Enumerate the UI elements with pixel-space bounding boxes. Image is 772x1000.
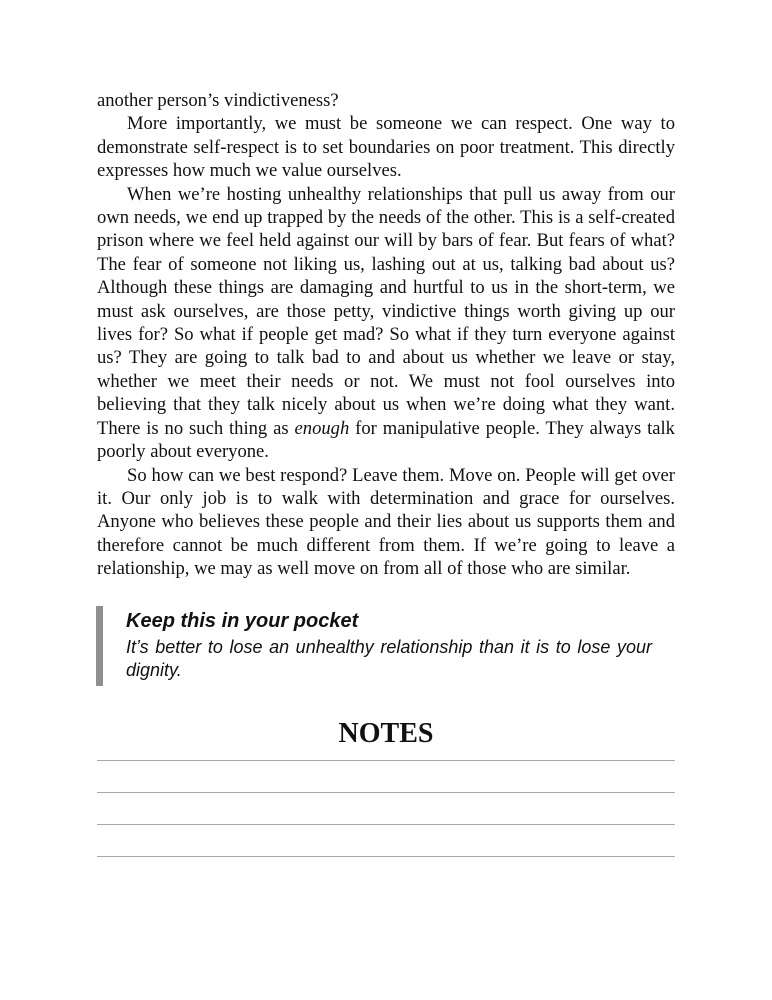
paragraph-respond (97, 464, 675, 581)
paragraph-continuation-text: another person’s vindictiveness? (97, 90, 339, 111)
paragraph-continuation (97, 89, 675, 112)
paragraph-unhealthy-relationships (97, 183, 675, 464)
callout-accent-bar (96, 606, 103, 686)
pocket-callout (96, 606, 676, 686)
paragraph-respond-text: So how can we best respond? Leave them. Move on. People will get over it. Our only job is to walk with determination and grace for ourselves. Anyone who believes these people and their lies about us supports them and therefore cannot be much different from them. If we’re going to leave a relationship, we may as well move on from all of those who are similar. (97, 464, 675, 580)
paragraph-self-respect-text: More importantly, we must be someone we can respect. One way to demonstrate self-respect is to set boundaries on poor treatment. This directly expresses how much we value ourselves. (97, 113, 675, 182)
body-text (97, 89, 675, 581)
notes-heading: NOTES (338, 718, 434, 749)
emphasis-enough: enough (294, 417, 350, 439)
note-line (97, 824, 675, 825)
note-line (97, 792, 675, 793)
paragraph-hosting-text-end: for manipulative people. They always talk poorly about everyone. (97, 417, 675, 463)
callout-text: It’s better to lose an unhealthy relationship than it is to lose your dignity. (126, 637, 652, 680)
note-line (97, 760, 675, 761)
callout-title: Keep this in your pocket (126, 610, 359, 632)
note-line (97, 856, 675, 857)
paragraph-hosting-text-start: When we’re hosting unhealthy relationships that pull us away from our own needs, we end up trapped by the needs of the other. This is a self-created prison where we feel held against our will by bars of fear. But fears of what? The fear of someone not liking us, lashing out at us, talking bad about us? Although these things are damaging and hurtful to us in the short-term, we must ask ourselves, are those petty, vindictive things worth giving up our lives for? So what if people get mad? So what if they turn everyone against us? They are going to talk bad to and about us whether we leave or stay, whether we meet their needs or not. We must not fool ourselves into believing that they talk nicely about us when we’re doing what they want. There is no such thing as (97, 183, 675, 439)
paragraph-self-respect (97, 112, 675, 182)
